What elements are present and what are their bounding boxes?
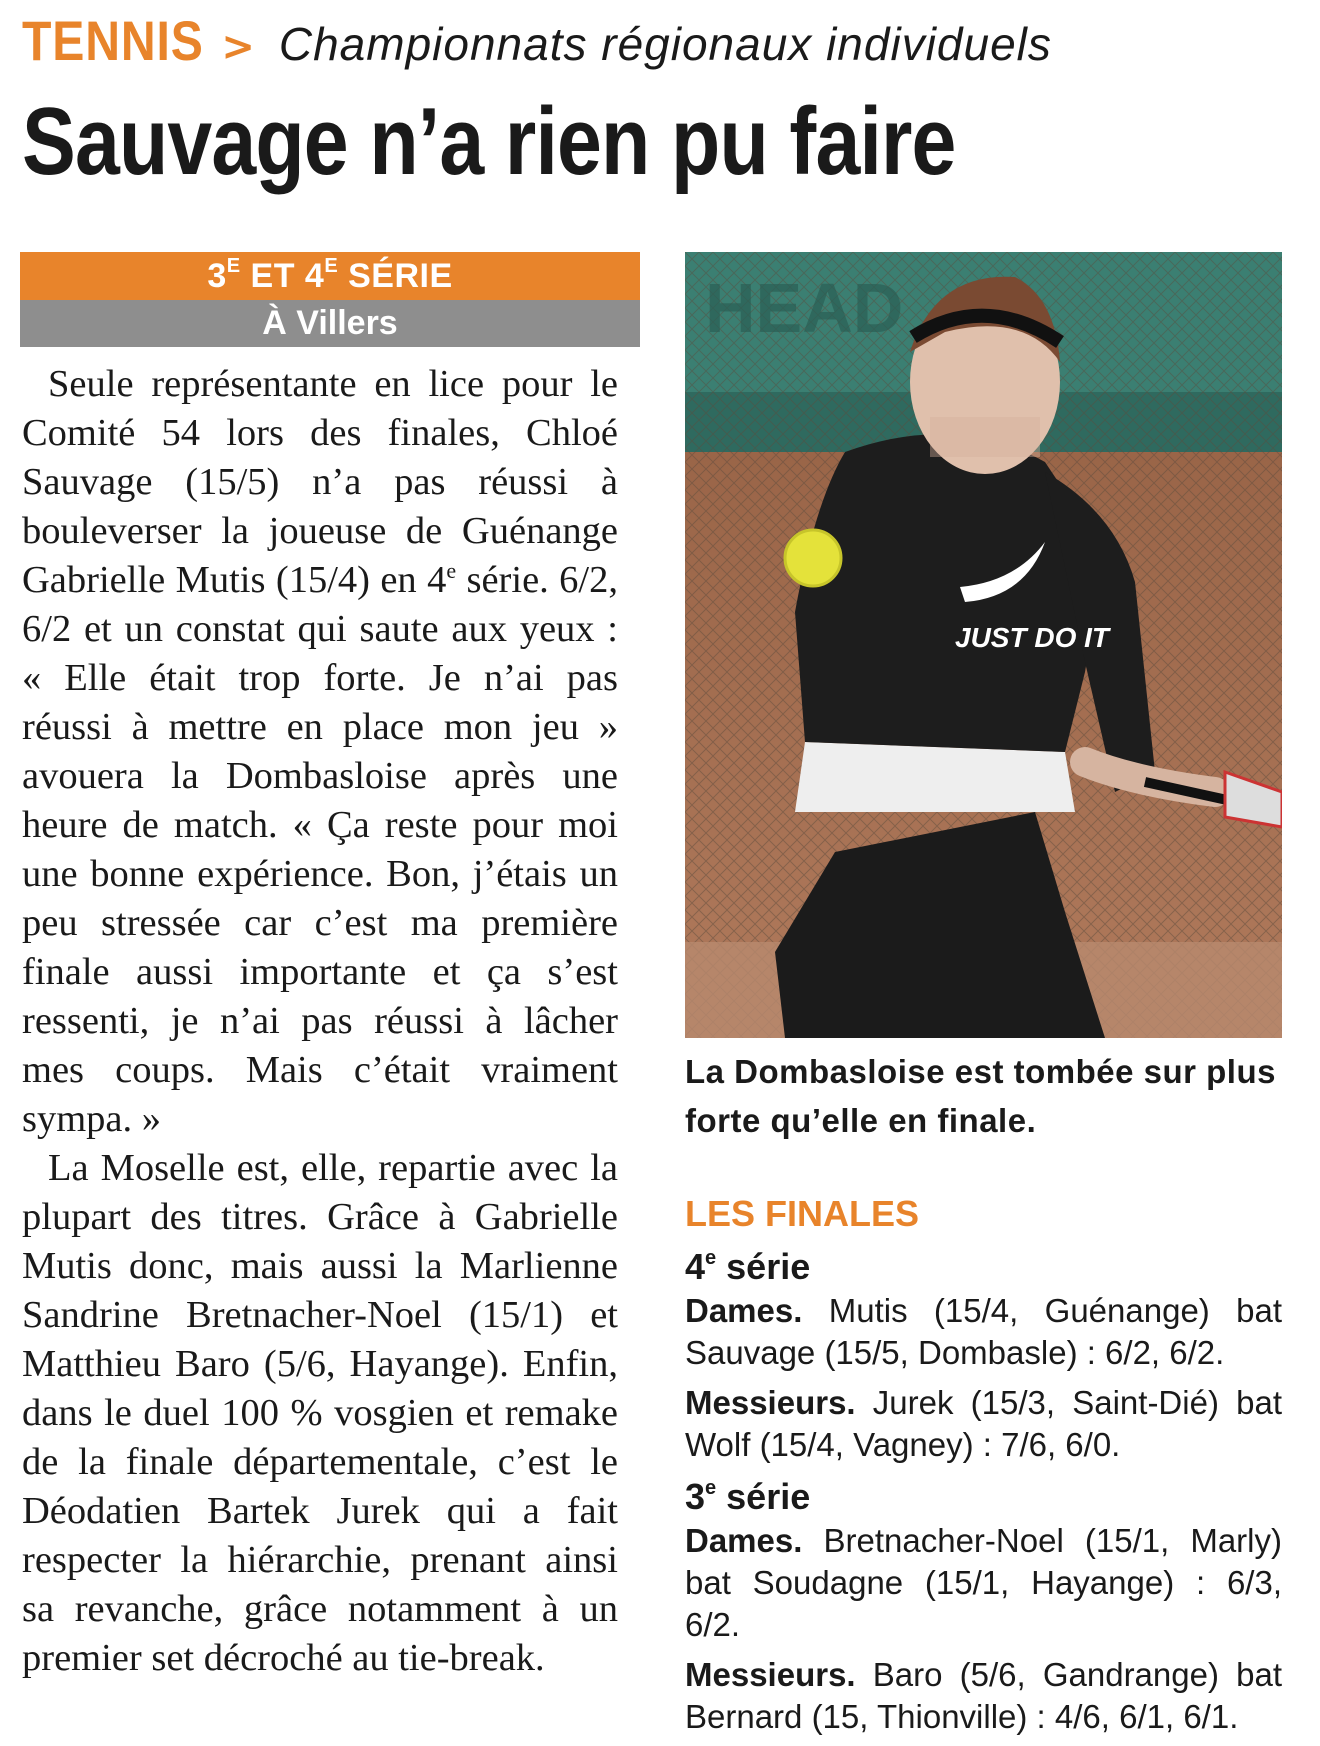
serie-heading xyxy=(685,1474,1282,1520)
kicker-subtitle: Championnats régionaux individuels xyxy=(278,18,1052,70)
serie-label: série xyxy=(716,1246,811,1287)
player-photo xyxy=(685,252,1282,1038)
result-text: Baro (5/6, Gandrange) bat Bernard (15, Thionville) : 4/6, 6/1, 6/1. xyxy=(685,1656,1282,1735)
shirt-text: JUST DO IT xyxy=(955,622,1110,653)
results-box xyxy=(685,1190,1282,1746)
rubric-sup-b: E xyxy=(324,255,339,277)
paragraph-2: La Moselle est, elle, repartie avec la plupart des titres. Grâce à Gabrielle Mutis donc, mais aussi la Marlienne Sandrine Bretnacher-Noel (15/1) et Matthieu Baro (5/6, Hayange). Enfin, dans le duel 100 % vosgien et remake de la finale départementale, c’est le Déodatien Bartek Jurek qui a fait respecter la hiérarchie, prenant ainsi sa revanche, grâce notamment à un premier set décroché au tie-break. xyxy=(22,1147,618,1679)
paragraph-1 xyxy=(22,360,618,1144)
serie-heading xyxy=(685,1244,1282,1290)
photo-caption: La Dombasloise est tombée sur plus forte qu’elle en finale. xyxy=(685,1053,1276,1139)
result-entry xyxy=(685,1520,1282,1646)
serie-sup: e xyxy=(705,1247,717,1269)
headline: Sauvage n’a rien pu faire xyxy=(22,88,956,195)
result-entry xyxy=(685,1382,1282,1466)
paragraph-1-part-b: série. 6/2, 6/2 et un constat qui saute aux yeux : « Elle était trop forte. Je n’ai pas réussi à mettre en place mon jeu » avouera la Dombasloise après une heure de match. « Ça reste pour moi une bonne expérience. Bon, j’étais un peu stressée car c’est ma première finale aussi importante et ça s’est ressenti, je n’ai pas réussi à lâcher mes coups. Mais c’était vraiment sympa. » xyxy=(22,559,618,1140)
result-category: Dames. xyxy=(685,1522,803,1559)
section-label: TENNIS xyxy=(22,9,204,72)
result-text: Bretnacher-Noel (15/1, Marly) bat Soudagne (15/1, Hayange) : 6/3, 6/2. xyxy=(685,1522,1282,1643)
result-category: Messieurs. xyxy=(685,1656,856,1693)
rubric xyxy=(20,252,640,347)
rubric-serie-word: SÉRIE xyxy=(338,257,453,295)
result-text: Jurek (15/3, Saint-Dié) bat Wolf (15/4, Vagney) : 7/6, 6/0. xyxy=(685,1384,1282,1463)
rubric-location: À Villers xyxy=(20,300,640,347)
rubric-num-b: ET 4 xyxy=(240,257,325,295)
result-category: Dames. xyxy=(685,1292,803,1329)
photo-illustration xyxy=(685,252,1282,1038)
rubric-num-a: 3 xyxy=(207,257,227,295)
serie-number: 3 xyxy=(685,1476,706,1517)
result-entry xyxy=(685,1290,1282,1374)
fence-banner-text: HEAD xyxy=(705,269,904,347)
rubric-series xyxy=(20,252,640,300)
result-category: Messieurs. xyxy=(685,1384,856,1421)
serie-sup: e xyxy=(705,1477,717,1499)
tennis-ball xyxy=(785,530,841,586)
serie-label: série xyxy=(716,1476,811,1517)
article-body xyxy=(22,360,618,1683)
chevron-right-icon: > xyxy=(221,24,255,70)
results-title: LES FINALES xyxy=(685,1193,920,1234)
rubric-sup-a: E xyxy=(226,255,241,277)
result-entry xyxy=(685,1654,1282,1738)
paragraph-1-part-a: Seule représentante en lice pour le Comité 54 lors des finales, Chloé Sauvage (15/5) n’a pas réussi à bouleverser la joueuse de Guénange Gabrielle Mutis (15/4) en 4 xyxy=(22,363,618,601)
result-text: Mutis (15/4, Guénange) bat Sauvage (15/5, Dombasle) : 6/2, 6/2. xyxy=(685,1292,1282,1371)
paragraph-1-sup: e xyxy=(446,558,457,584)
kicker xyxy=(22,8,1052,78)
serie-number: 4 xyxy=(685,1246,706,1287)
